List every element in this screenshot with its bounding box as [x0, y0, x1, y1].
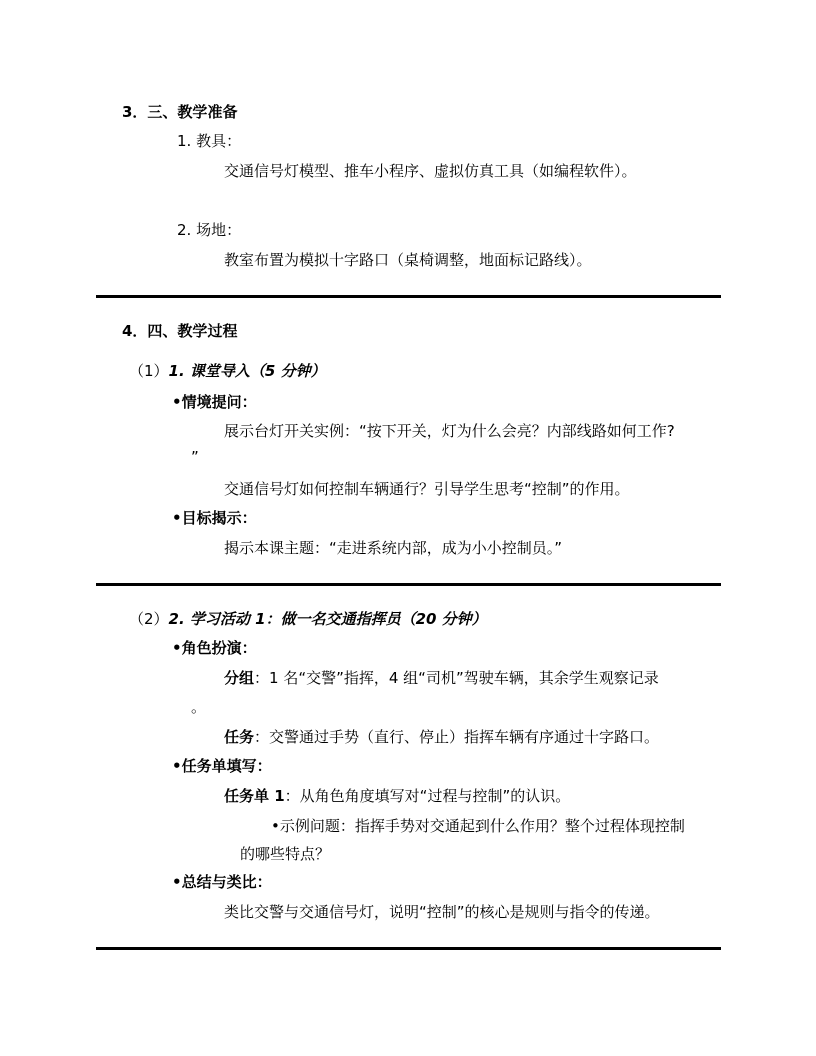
section-divider: [96, 295, 721, 298]
part-2-number: （2）: [129, 610, 169, 628]
part-2-heading: [129, 609, 487, 629]
section-divider: [96, 947, 721, 950]
scenario-line-2: 交通信号灯如何控制车辆通行？引导学生思考“控制”的作用。: [224, 480, 630, 498]
part-2-title: 2. 学习活动 1：做一名交通指挥员（20 分钟）: [168, 610, 487, 628]
task-line: [224, 727, 659, 747]
venue-text: 教室布置为模拟十字路口（桌椅调整，地面标记路线）。: [224, 251, 592, 269]
worksheet-text: ：从角色角度填写对“过程与控制”的认识。: [284, 787, 571, 805]
bullet-scenario-label: •情境提问：: [172, 393, 257, 411]
section-divider: [96, 583, 721, 586]
venue-label: 2. 场地：: [177, 221, 242, 239]
part-1-heading: [129, 361, 326, 381]
goal-text: 揭示本课主题：“走进系统内部，成为小小控制员。”: [224, 539, 563, 557]
task-text: ：交警通过手势（直行、停止）指挥车辆有序通过十字路口。: [254, 728, 660, 746]
scenario-line-1: 展示台灯开关实例：“按下开关，灯为什么会亮？内部线路如何工作?: [224, 422, 675, 440]
summary-text: 类比交警与交通信号灯，说明“控制”的核心是规则与指令的传递。: [224, 903, 660, 921]
bullet-worksheet-label: •任务单填写：: [172, 757, 272, 775]
grouping-line: [224, 668, 659, 688]
section-3-heading: 3．三、教学准备: [122, 103, 238, 121]
example-line-1: •示例问题：指挥手势对交通起到什么作用？整个过程体现控制: [271, 817, 685, 835]
tools-text: 交通信号灯模型、推车小程序、虚拟仿真工具（如编程软件）。: [224, 162, 637, 180]
bullet-summary-label: •总结与类比：: [172, 873, 272, 891]
grouping-label: 分组: [224, 669, 255, 687]
worksheet-label: 任务单 1: [224, 787, 285, 805]
bullet-goal-label: •目标揭示：: [172, 509, 257, 527]
section-4-heading: 4．四、教学过程: [122, 322, 238, 340]
bullet-roleplay-label: •角色扮演：: [172, 639, 257, 657]
tools-label: 1. 教具：: [177, 132, 242, 150]
part-1-title: 1. 课堂导入（5 分钟）: [168, 362, 326, 380]
grouping-text: ：1 名“交警”指挥，4 组“司机”驾驶车辆，其余学生观察记录: [254, 669, 659, 687]
scenario-line-1-cont: ”: [191, 448, 199, 466]
task-label: 任务: [224, 728, 255, 746]
part-1-number: （1）: [129, 362, 169, 380]
grouping-cont: 。: [191, 698, 207, 716]
worksheet-line: [224, 786, 570, 806]
example-line-2: 的哪些特点？: [240, 845, 331, 863]
